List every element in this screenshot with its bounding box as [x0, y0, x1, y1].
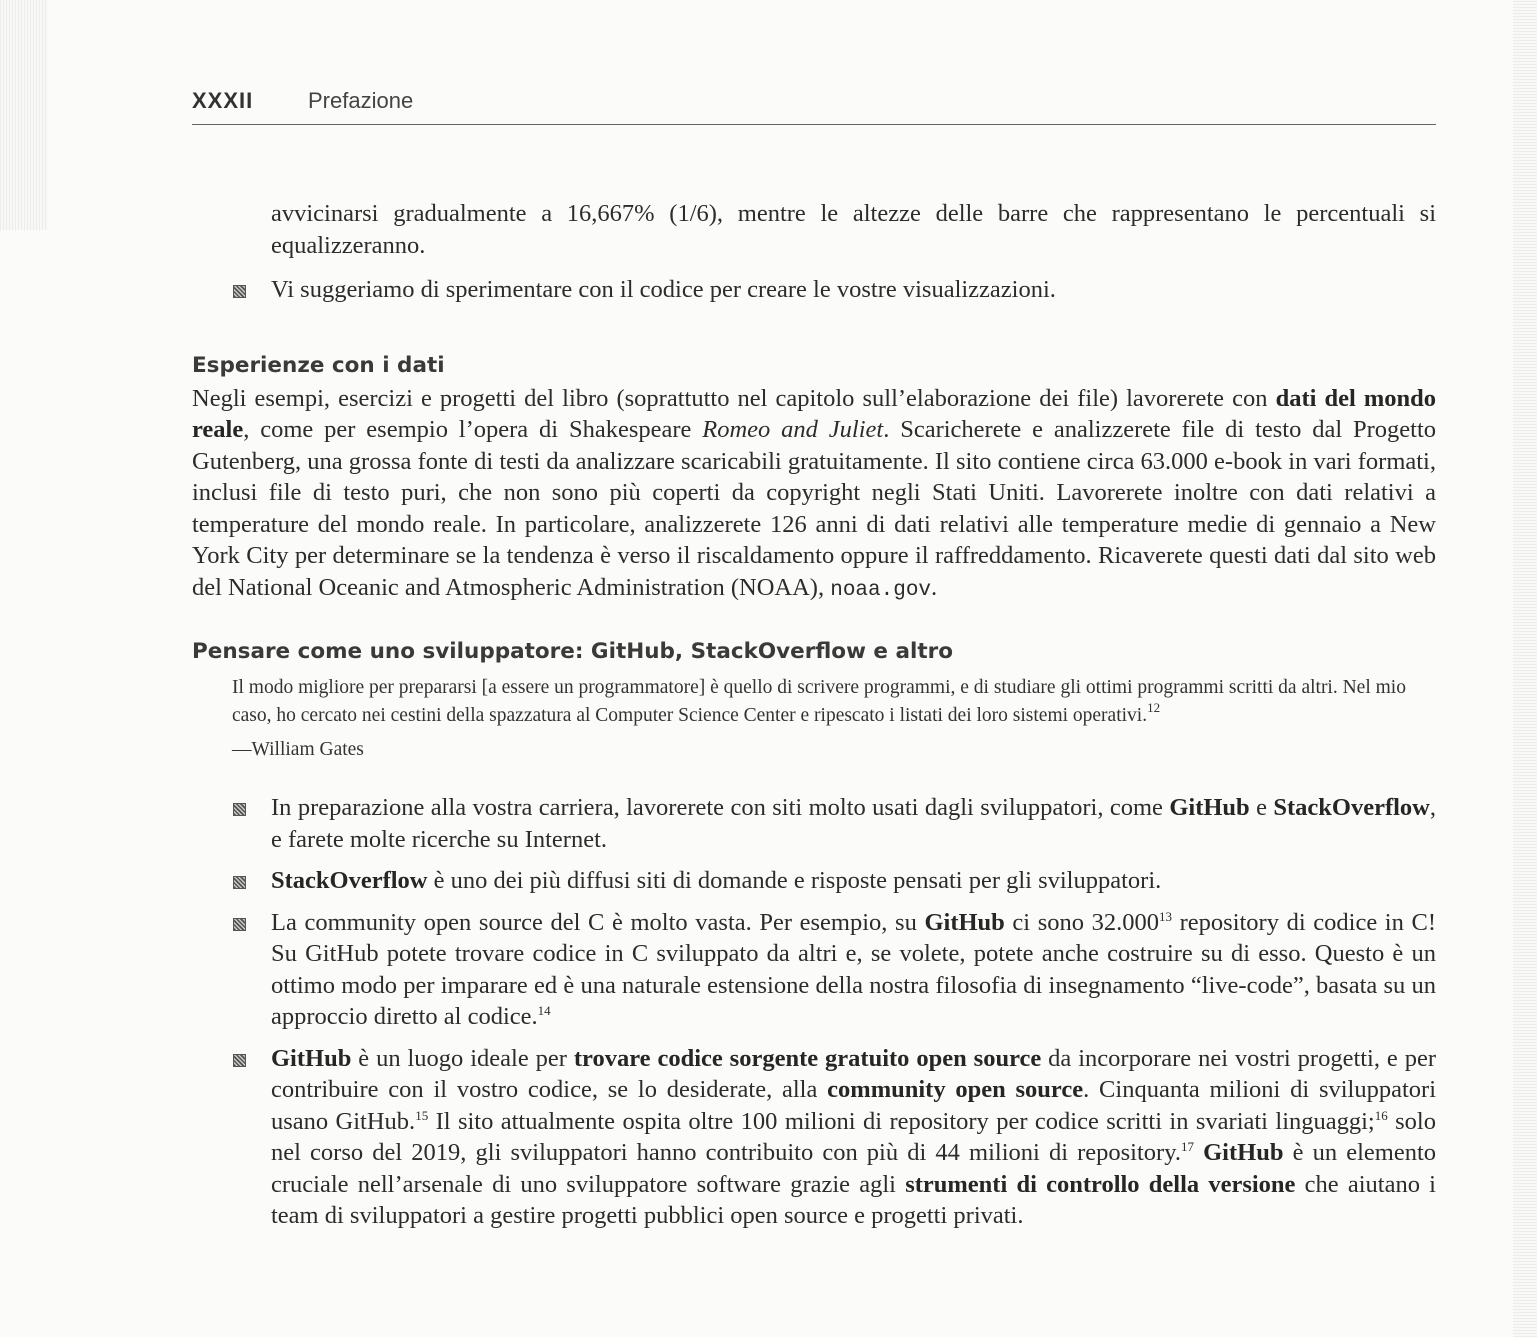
bold-term: strumenti di controllo della versione [905, 1170, 1296, 1198]
footnote-ref: 15 [415, 1107, 429, 1123]
text-run: ci sono 32.000 [1004, 908, 1159, 936]
text-run: . Scaricherete e analizzerete file di testo dal Progetto Gutenberg, una grossa fonte di testi da analizzare scaricabili gratuitamente. Il sito contiene circa 63.000 e-book in vari formati, inclusi file di testo puri, che non sono più coperti da copyright negli Stati Uniti. Lavorerete inoltre con dati relativi a temperature del mondo reale. In particolare, analizzerete 126 anni di dati relativi alle temperature medie di gennaio a New York City per determinare se la tendenza è verso il riscaldamento oppure il raffreddamento. Ricaverete questi dati dal sito web del National Oceanic and Atmospheric Administration (NOAA), [192, 416, 1437, 601]
text-run: e [1249, 794, 1274, 821]
running-title: Prefazione [308, 88, 414, 113]
epigraph-quote [192, 674, 1436, 730]
list-item [192, 792, 1436, 855]
text-run [1194, 1139, 1203, 1166]
italic-title: Romeo and Juliet [702, 416, 884, 443]
text-run: è un elemento cruciale nell’arsenale di uno sviluppatore software grazie agli [271, 1139, 1436, 1198]
paragraph-dati [192, 383, 1436, 607]
epigraph-attribution: —William Gates [232, 739, 364, 760]
text-run: Il sito attualmente ospita oltre 100 milioni di repository per codice scritti in svariati linguaggi; [428, 1107, 1375, 1135]
list-item [192, 1043, 1436, 1232]
section-heading-sviluppatore: Pensare come uno sviluppatore: GitHub, StackOverflow e altro [192, 639, 954, 664]
text-run: è uno dei più diffusi siti di domande e risposte pensati per gli sviluppatori. [427, 867, 1162, 894]
scan-edge-left [0, 0, 48, 230]
footnote-ref: 12 [1147, 700, 1161, 715]
footnote-ref: 16 [1374, 1107, 1388, 1123]
list-item [192, 274, 1436, 306]
continued-bullet-text: avvicinarsi gradualmente a 16,667% (1/6), mentre le altezze delle barre che rappresentano le percentuali si equalizzeranno. [271, 200, 1436, 259]
square-bullet-icon [233, 285, 246, 298]
section-heading-esperienze: Esperienze con i dati [192, 352, 445, 378]
bold-term: GitHub [924, 908, 1005, 936]
running-header [192, 86, 1436, 118]
header-rule [192, 124, 1436, 125]
square-bullet-icon [233, 1054, 246, 1067]
text-run: La community open source del C è molto vasta. Per esempio, su [271, 908, 925, 936]
scan-edge-right [1513, 0, 1537, 1337]
bold-term: GitHub [271, 1044, 352, 1072]
quote-text: Il modo migliore per prepararsi [a essere un programmatore] è quello di scrivere programmi, e di studiare gli ottimi programmi scritti da altri. Nel mio caso, ho cercato nei cestini della spazzatura al Computer Science Center e ripescato i listati dei loro sistemi operativi. [232, 677, 1406, 726]
list-item [192, 907, 1436, 1033]
list-item-text: Vi suggeriamo di sperimentare con il codice per creare le vostre visualizzazioni. [271, 276, 1056, 303]
text-run: . Cinquanta milioni di sviluppatori usano GitHub. [271, 1076, 1437, 1135]
bold-term: dati del mondo reale [192, 384, 1436, 443]
page-number: XXXII [192, 88, 254, 113]
text-run: è un luogo ideale per [351, 1044, 574, 1072]
footnote-ref: 17 [1181, 1139, 1194, 1154]
text-run: Negli esempi, esercizi e progetti del libro (soprattutto nel capitolo sull’elaborazione dei file) lavorerete con [192, 384, 1276, 412]
text-run: In preparazione alla vostra carriera, lavorerete con siti molto usati dagli sviluppatori, come [271, 794, 1170, 821]
text-run: , e farete molte ricerche su Internet. [271, 794, 1436, 853]
code-term: noaa.gov [830, 578, 932, 602]
page-content [192, 198, 1436, 1232]
square-bullet-icon [233, 918, 246, 931]
footnote-ref: 13 [1159, 908, 1172, 924]
text-run: da incorporare nei vostri progetti, e per contribuire con il vostro codice, se lo desiderate, alla [271, 1044, 1436, 1103]
text-run: solo nel corso del 2019, gli sviluppatori hanno contribuito con più di 44 milioni di repository. [271, 1107, 1436, 1166]
bold-term: community open source [827, 1076, 1084, 1103]
text-run: . [931, 573, 938, 601]
bold-term: trovare codice sorgente gratuito open source [573, 1044, 1042, 1072]
text-run: che aiutano i team di sviluppatori a gestire progetti pubblici open source e progetti privati. [271, 1170, 1436, 1229]
square-bullet-icon [233, 803, 246, 816]
square-bullet-icon [233, 876, 246, 889]
bold-term: GitHub [1203, 1139, 1284, 1166]
bold-term: StackOverflow [271, 867, 428, 894]
bold-term: GitHub [1169, 794, 1250, 821]
text-run: repository di codice in C! Su GitHub potete trovare codice in C sviluppato da altri e, se volete, potete anche costruire su di esso. Questo è un ottimo modo per imparare ed è una naturale estensione della nostra filosofia di insegnamento “live-code”, basata su un approccio diretto al codice. [271, 908, 1436, 1030]
text-run: , come per esempio l’opera di Shakespeare [243, 416, 703, 443]
footnote-ref: 14 [537, 1003, 551, 1018]
bold-term: StackOverflow [1273, 794, 1430, 821]
list-item [192, 865, 1436, 897]
